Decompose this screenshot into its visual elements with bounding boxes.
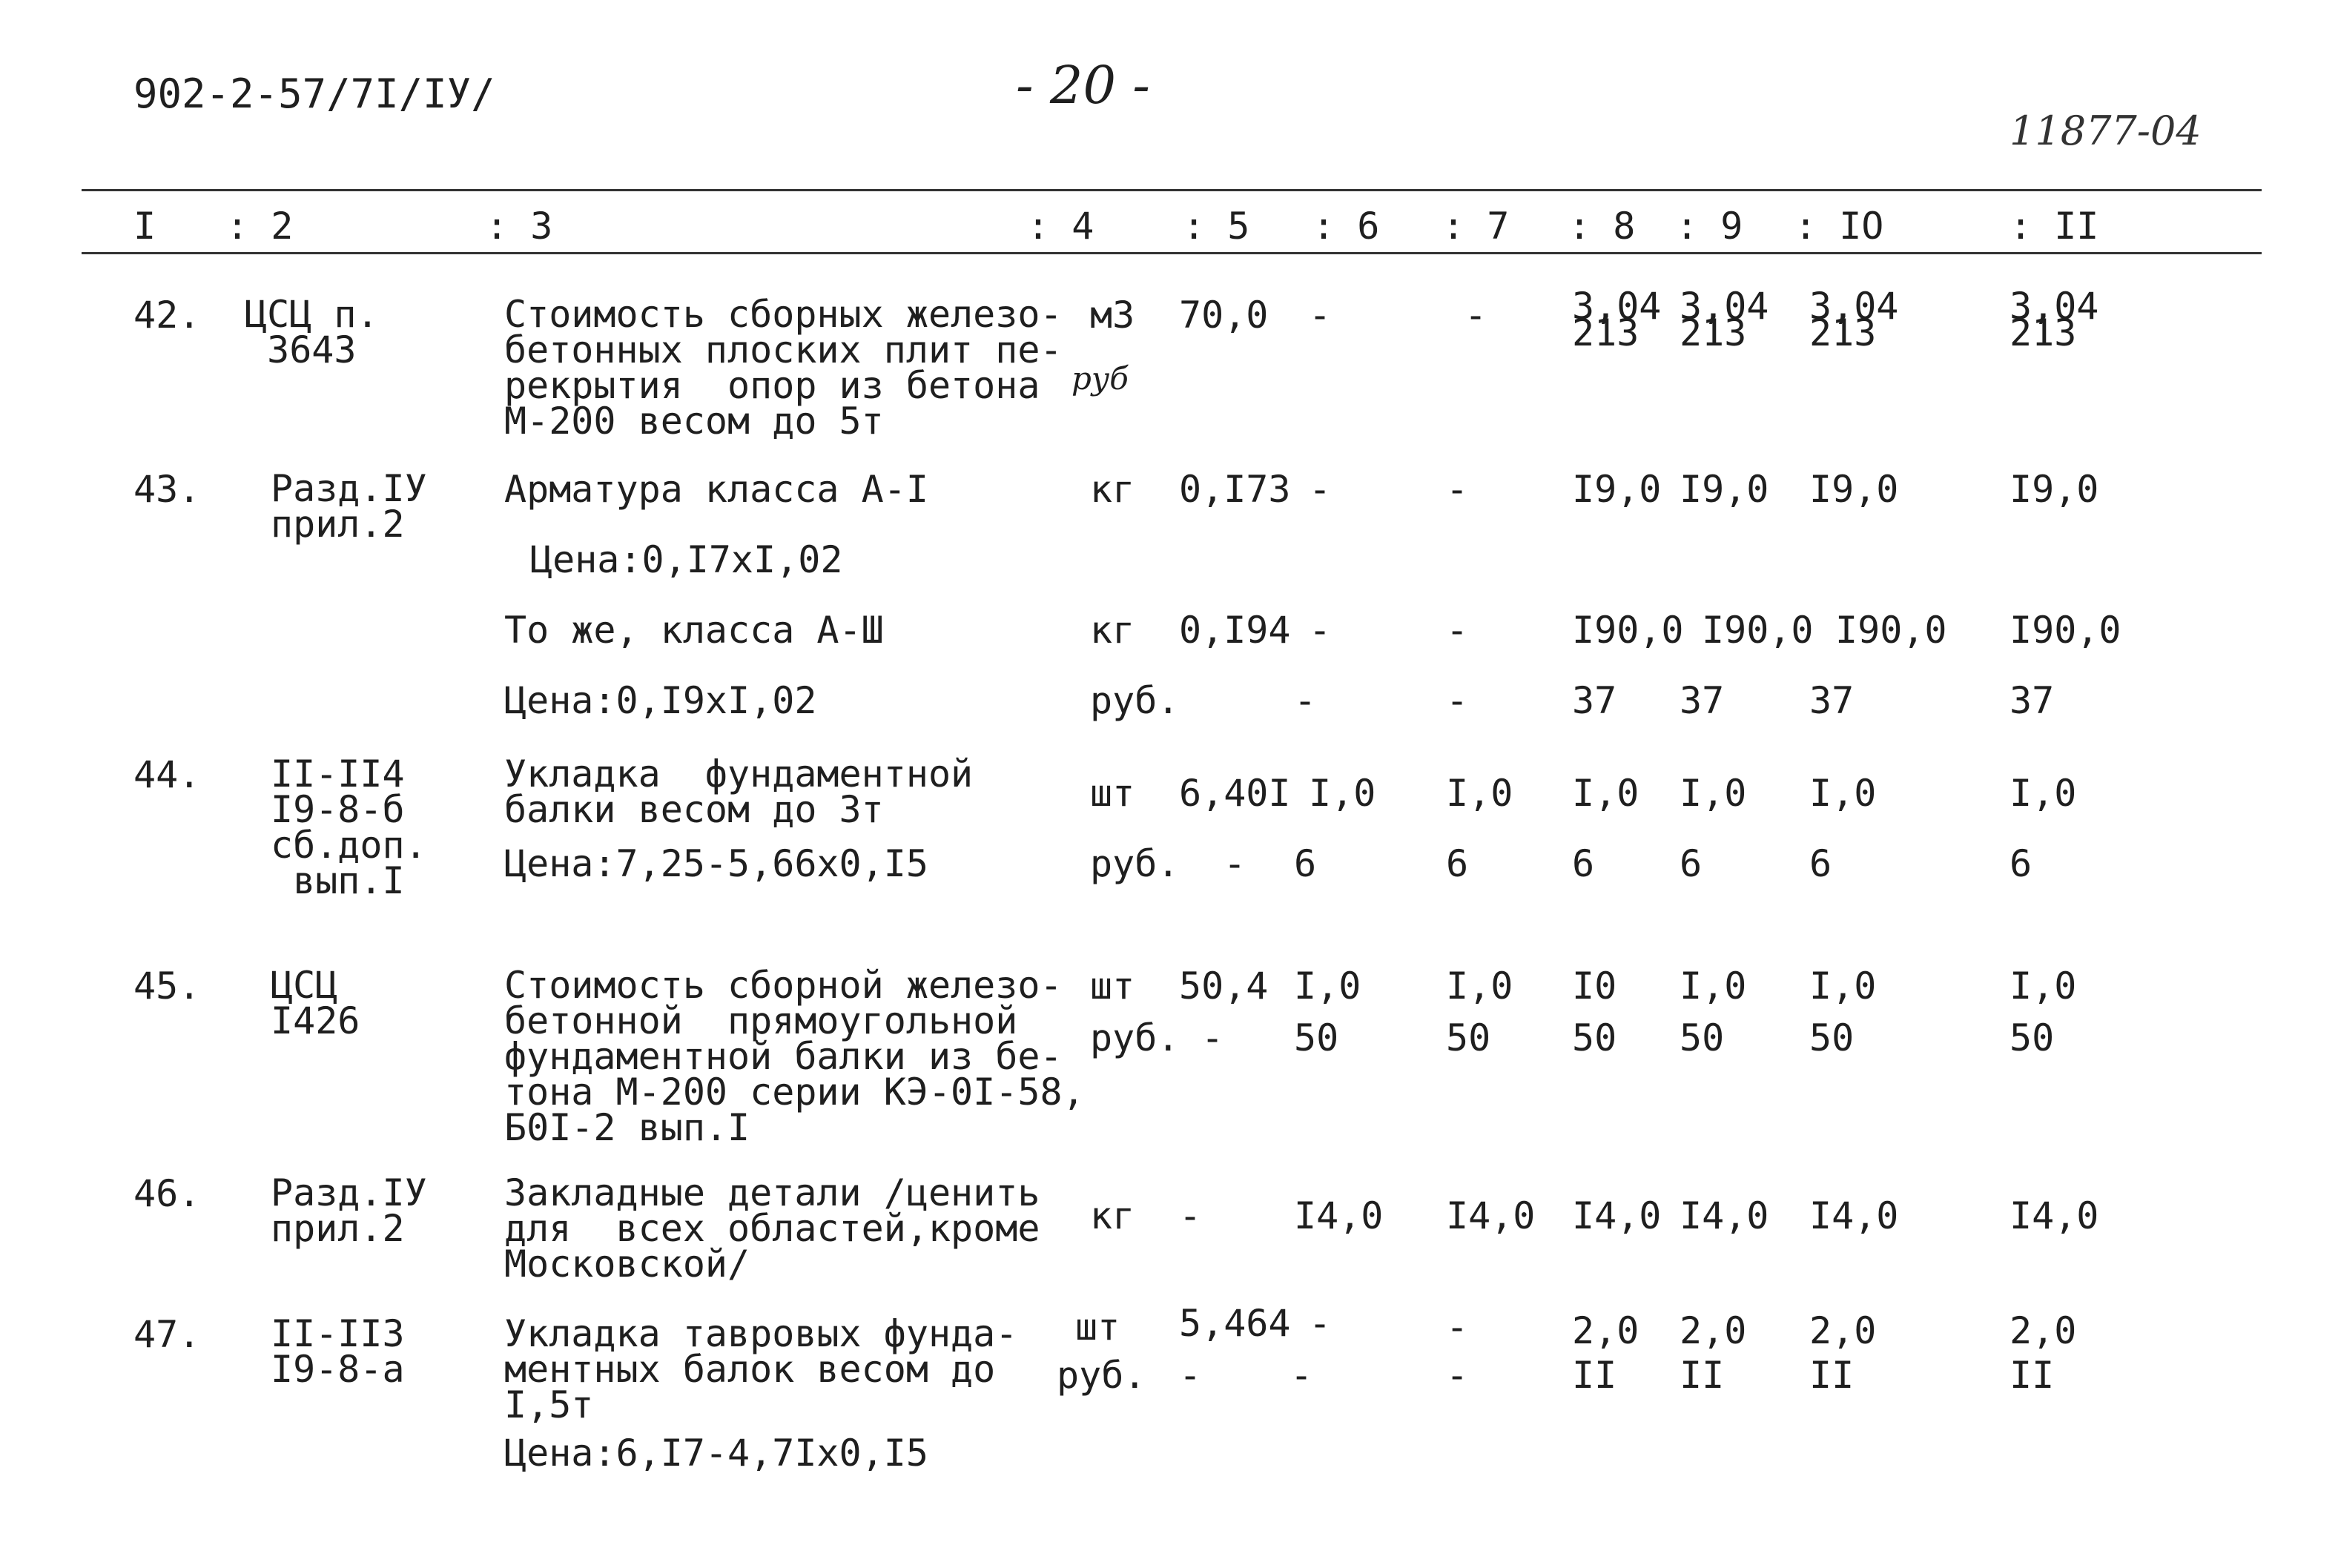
work-description: То же, класса А-Ш (504, 609, 884, 652)
cell-col8: 3,04 213 (1572, 285, 1662, 354)
cell-col9: 3,04 213 (1680, 285, 1769, 354)
cell-col6: - (1309, 468, 1332, 511)
unit-secondary: руб. (1090, 1016, 1180, 1059)
cell-col6: I4,0 (1294, 1194, 1384, 1237)
cell-col9: 6 (1680, 842, 1703, 885)
column-header: : 8 (1568, 205, 1636, 248)
header-top-rule (82, 189, 2262, 191)
unit-secondary: руб (1071, 360, 1129, 397)
column-header: I (133, 205, 156, 248)
work-description: Стоимость сборной железо- бетонной прямоугольной фундаментной балки из бе- тона М-200 серии КЭ-0I-58, Б0I-2 вып.I (504, 964, 1085, 1149)
cell-col10: I9,0 (1809, 468, 1899, 511)
unit: шт (1090, 965, 1135, 1008)
cell-col6: 6 (1294, 842, 1317, 885)
page-number: - 20 - (1016, 55, 1150, 116)
cell-col10: 2,0 (1809, 1309, 1877, 1352)
cell-col8: 50 (1572, 1016, 1617, 1059)
cell-col9: 50 (1680, 1016, 1725, 1059)
unit: кг (1090, 468, 1135, 511)
cell-col5: 50,4 (1179, 965, 1269, 1008)
reference: ЦСЦ I426 (271, 964, 360, 1042)
cell-col7: 50 (1446, 1016, 1491, 1059)
column-header: : IO (1794, 205, 1884, 248)
column-header: : 5 (1183, 205, 1250, 248)
work-description: Стоимость сборных железо- бетонных плоских плит пе- рекрытия опор из бетона М-200 весом до 5т (504, 293, 1063, 443)
cell-col6: - (1309, 609, 1332, 652)
cell-col10: I,0 (1809, 772, 1877, 815)
cell-col7: 6 (1446, 842, 1469, 885)
cell-col9: I9,0 (1680, 468, 1769, 511)
cell-col11: 2,0 (2010, 1309, 2077, 1352)
cell-col8: 37 (1572, 679, 1617, 722)
cell-col5: - (1201, 1016, 1224, 1059)
unit: шт (1075, 1306, 1120, 1349)
reference: Разд.IУ прил.2 (271, 1171, 427, 1250)
document-code: 902-2-57/7I/IУ/ (133, 70, 495, 117)
cell-col7: I4,0 (1446, 1194, 1536, 1237)
work-description: Укладка фундаментной балки весом до 3т (504, 752, 974, 831)
cell-col7: - (1446, 679, 1469, 722)
cell-col11: I9,0 (2010, 468, 2099, 511)
cell-col6: I,0 (1294, 965, 1361, 1008)
price-formula: Цена:0,I7xI,02 (530, 538, 843, 581)
cell-col7: I,0 (1446, 772, 1513, 815)
inventory-number: 11877-04 (2010, 107, 2202, 154)
cell-col6: - (1309, 294, 1332, 337)
cell-col7: I,0 (1446, 965, 1513, 1008)
column-header: : II (2010, 205, 2099, 248)
cell-col11: I,0 (2010, 965, 2077, 1008)
cell-col10: 3,04 213 (1809, 285, 1899, 354)
cell-col10: 37 (1809, 679, 1855, 722)
cell-col6: I,0 (1309, 772, 1376, 815)
cell-col5: 5,464 (1179, 1302, 1291, 1345)
cell-col7: - (1446, 1354, 1469, 1397)
cell-col6: - (1290, 1354, 1313, 1397)
cell-col9: II (1680, 1354, 1725, 1397)
cell-col10: II (1809, 1354, 1855, 1397)
cell-col9: 37 (1680, 679, 1725, 722)
cell-col8: I0 (1572, 965, 1617, 1008)
cell-col5: 0,I73 (1179, 468, 1291, 511)
cell-col5: - (1179, 1194, 1202, 1237)
cell-col10: I4,0 (1809, 1194, 1899, 1237)
cell-col9: I,0 (1680, 772, 1747, 815)
cell-col11: 3,04 213 (2010, 285, 2099, 354)
cell-col7: - (1446, 1306, 1469, 1349)
unit: шт (1090, 772, 1135, 815)
column-header: : 9 (1676, 205, 1743, 248)
unit: м3 (1090, 294, 1135, 337)
cell-col10: 6 (1809, 842, 1832, 885)
column-header: : 6 (1312, 205, 1380, 248)
row-number: 46. (133, 1172, 201, 1215)
cell-col8: 2,0 (1572, 1309, 1639, 1352)
unit: руб. (1090, 679, 1180, 722)
unit: кг (1090, 1194, 1135, 1237)
column-header: : 4 (1027, 205, 1094, 248)
work-description: Укладка тавровых фунда- ментных балок весом до I,5т (504, 1312, 1018, 1426)
cell-col10: 50 (1809, 1016, 1855, 1059)
cell-col8: I,0 (1572, 772, 1639, 815)
cell-col6: 50 (1294, 1016, 1339, 1059)
cell-col9: I90,0 (1702, 609, 1814, 652)
row-number: 42. (133, 294, 201, 337)
column-header: : 3 (486, 205, 553, 248)
reference: II-II4 I9-8-б сб.доп. вып.I (271, 752, 427, 902)
cell-col9: I,0 (1680, 965, 1747, 1008)
reference: ЦСЦ п. 3643 (245, 293, 379, 371)
reference: Разд.IУ прил.2 (271, 467, 427, 546)
cell-col5: - (1179, 1354, 1202, 1397)
cell-col8: II (1572, 1354, 1617, 1397)
unit-secondary: руб. (1090, 842, 1180, 885)
row-number: 47. (133, 1313, 201, 1356)
cell-col11: I90,0 (2010, 609, 2121, 652)
cell-col11: 6 (2010, 842, 2032, 885)
cell-col7: - (1446, 468, 1469, 511)
cell-col6: - (1309, 1302, 1332, 1345)
row-number: 44. (133, 753, 201, 796)
row-number: 45. (133, 965, 201, 1008)
column-header: : 2 (226, 205, 294, 248)
cell-col5: 70,0 (1179, 294, 1269, 337)
cell-col11: II (2010, 1354, 2055, 1397)
cell-col7: - (1446, 609, 1469, 652)
cell-col11: I,0 (2010, 772, 2077, 815)
cell-col10: I90,0 (1835, 609, 1947, 652)
price-formula: Цена:0,I9xI,02 (504, 679, 817, 722)
cell-col8: I90,0 (1572, 609, 1684, 652)
reference: II-II3 I9-8-а (271, 1312, 405, 1391)
cell-col5: - (1224, 842, 1246, 885)
unit-secondary: руб. (1057, 1354, 1146, 1397)
cell-col11: I4,0 (2010, 1194, 2099, 1237)
header-bottom-rule (82, 252, 2262, 254)
cell-col9: I4,0 (1680, 1194, 1769, 1237)
work-description: Арматура класса А-I (504, 468, 928, 511)
row-number: 43. (133, 468, 201, 511)
cell-col9: 2,0 (1680, 1309, 1747, 1352)
cell-col10: I,0 (1809, 965, 1877, 1008)
cell-col7: - (1464, 294, 1487, 337)
cell-col8: I9,0 (1572, 468, 1662, 511)
cell-col11: 37 (2010, 679, 2055, 722)
cell-col5: 6,40I (1179, 772, 1291, 815)
column-header: : 7 (1442, 205, 1510, 248)
price-formula: Цена:6,I7-4,7Ix0,I5 (504, 1432, 928, 1475)
cell-col8: 6 (1572, 842, 1595, 885)
cell-col11: 50 (2010, 1016, 2055, 1059)
cell-col8: I4,0 (1572, 1194, 1662, 1237)
work-description: Закладные детали /ценить для всех областей,кроме Московской/ (504, 1171, 1040, 1286)
cell-col6: - (1294, 679, 1317, 722)
price-formula: Цена:7,25-5,66x0,I5 (504, 842, 928, 885)
unit: кг (1090, 609, 1135, 652)
cell-col5: 0,I94 (1179, 609, 1291, 652)
